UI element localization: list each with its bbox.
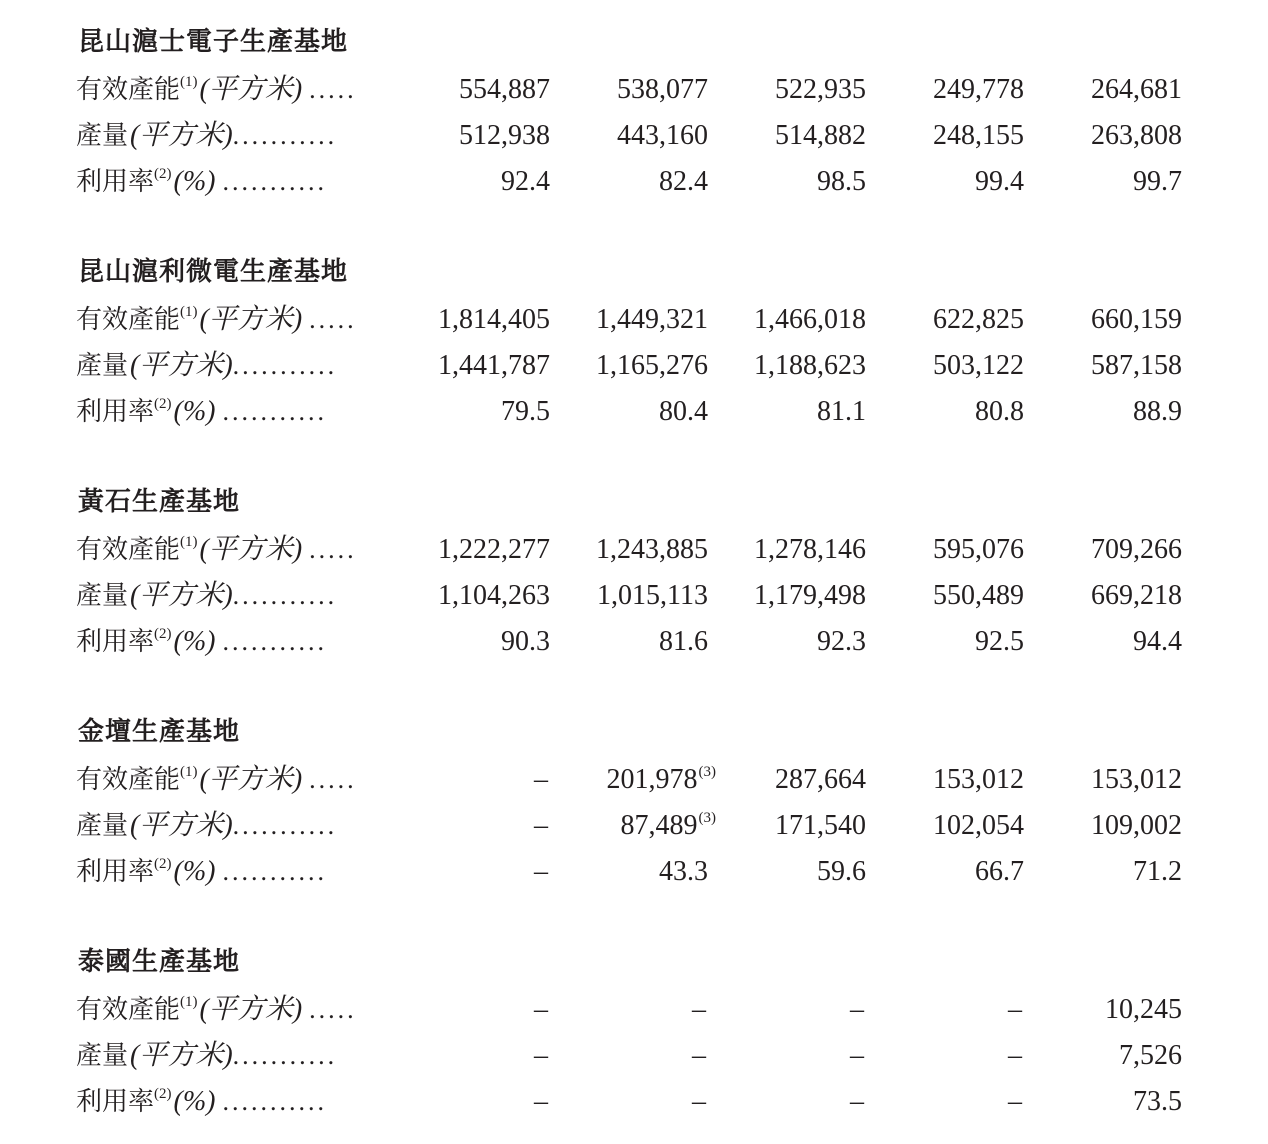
leader-dots: .....: [309, 535, 357, 564]
value-cell: 1,104,263: [438, 580, 550, 611]
leader-dots: ...........: [232, 1041, 338, 1070]
production-base-section: [0, 230, 1268, 427]
row-label: [76, 530, 396, 570]
value-cell: 522,935: [775, 74, 866, 105]
table-row: [0, 806, 1268, 846]
unit-label: (平方米): [199, 534, 303, 565]
row-label-text: 利用率: [76, 857, 155, 887]
unit-label: (平方米): [130, 350, 233, 381]
value-cell: 80.4: [659, 396, 708, 427]
row-label-text: 有效產能: [76, 995, 181, 1025]
row-label: [76, 392, 396, 432]
value-cell: 99.4: [975, 166, 1024, 197]
footnote-marker: (1): [180, 994, 198, 1010]
unit-label: (平方米): [199, 74, 303, 105]
value-cell: 587,158: [1091, 350, 1182, 381]
leader-dots: ...........: [232, 581, 338, 610]
footnote-marker: (2): [154, 856, 172, 872]
value-cell: 92.3: [817, 626, 866, 657]
value-cell: –: [534, 764, 548, 795]
value-cell: 595,076: [933, 534, 1024, 565]
row-label-text: 產量: [76, 1041, 129, 1071]
row-label-text: 利用率: [76, 397, 155, 427]
unit-label: (平方米): [130, 580, 233, 611]
value-cell: 92.5: [975, 626, 1024, 657]
value-cell: –: [692, 1086, 706, 1117]
value-cell: 1,165,276: [596, 350, 708, 381]
table-row: [0, 346, 1268, 386]
value-cell: 248,155: [933, 120, 1024, 151]
row-label: [76, 760, 396, 800]
table-row: [0, 392, 1268, 432]
leader-dots: ...........: [222, 627, 327, 656]
value-cell: –: [534, 856, 548, 887]
value-cell: 66.7: [975, 856, 1024, 887]
row-label-text: 利用率: [76, 167, 155, 197]
footnote-marker: (1): [180, 764, 198, 780]
value-cell: 153,012: [933, 764, 1024, 795]
value-cell: 94.4: [1133, 626, 1182, 657]
row-label-text: 產量: [76, 581, 129, 611]
value-cell: 443,160: [617, 120, 708, 151]
row-label: [76, 1082, 396, 1122]
value-cell: 660,159: [1091, 304, 1182, 335]
value-cell: 287,664: [775, 764, 866, 795]
footnote-marker: (1): [180, 304, 198, 320]
value-cell: 503,122: [933, 350, 1024, 381]
value-cell: 79.5: [501, 396, 550, 427]
value-cell: 88.9: [1133, 396, 1182, 427]
value-cell: –: [850, 1040, 864, 1071]
value-cell: 1,015,113: [597, 580, 708, 611]
table-row: [0, 300, 1268, 340]
value-cell: 171,540: [775, 810, 866, 841]
unit-label: (%): [173, 626, 216, 657]
table-row: [0, 852, 1268, 892]
value-cell: 512,938: [459, 120, 550, 151]
leader-dots: ...........: [222, 167, 327, 196]
row-label: [76, 576, 396, 616]
value-cell: 669,218: [1091, 580, 1182, 611]
value-cell: 81.1: [817, 396, 866, 427]
value-cell: 550,489: [933, 580, 1024, 611]
value-cell: 81.6: [659, 626, 708, 657]
row-label-text: 有效產能: [76, 535, 181, 565]
value-cell: 514,882: [775, 120, 866, 151]
footnote-marker: (3): [698, 810, 716, 826]
value-cell: 554,887: [459, 74, 550, 105]
footnote-marker: (2): [154, 1086, 172, 1102]
leader-dots: ...........: [222, 397, 327, 426]
row-label-text: 利用率: [76, 1087, 155, 1117]
value-cell: –: [1008, 1086, 1022, 1117]
row-label-text: 產量: [76, 121, 129, 151]
row-label: [76, 852, 396, 892]
table-row: [0, 990, 1268, 1030]
value-cell: 1,222,277: [438, 534, 550, 565]
row-label: [76, 116, 396, 156]
value-cell: 1,243,885: [596, 534, 708, 565]
unit-label: (%): [173, 856, 216, 887]
value-cell: 73.5: [1133, 1086, 1182, 1117]
section-title: 昆山滬利微電生產基地: [78, 257, 349, 287]
value-cell: 87,489$^{(3)}$: [620, 810, 716, 841]
row-label: [76, 70, 396, 110]
unit-label: (平方米): [199, 994, 303, 1025]
value-cell: 1,466,018: [754, 304, 866, 335]
value-cell: –: [1008, 994, 1022, 1025]
row-label: [76, 162, 396, 202]
value-cell: 82.4: [659, 166, 708, 197]
table-row: [0, 576, 1268, 616]
unit-label: (平方米): [199, 304, 303, 335]
unit-label: (平方米): [199, 764, 303, 795]
row-label-text: 產量: [76, 351, 129, 381]
value-cell: 92.4: [501, 166, 550, 197]
footnote-marker: (2): [154, 396, 172, 412]
production-base-section: [0, 460, 1268, 657]
table-row: [0, 622, 1268, 662]
row-label-text: 產量: [76, 811, 129, 841]
value-cell: 7,526: [1119, 1040, 1182, 1071]
value-cell: 43.3: [659, 856, 708, 887]
value-cell: –: [534, 810, 548, 841]
table-row: [0, 162, 1268, 202]
value-cell: 98.5: [817, 166, 866, 197]
row-label-text: 有效產能: [76, 305, 181, 335]
leader-dots: .....: [309, 765, 357, 794]
table-row: [0, 760, 1268, 800]
unit-label: (平方米): [130, 1040, 233, 1071]
section-title: 泰國生產基地: [78, 947, 241, 977]
footnote-marker: (3): [698, 764, 716, 780]
unit-label: (%): [173, 1086, 216, 1117]
leader-dots: .....: [309, 305, 357, 334]
production-base-section: [0, 920, 1268, 1117]
value-cell: –: [1008, 1040, 1022, 1071]
table-row: [0, 116, 1268, 156]
value-cell: 109,002: [1091, 810, 1182, 841]
section-title: 黃石生產基地: [78, 487, 241, 517]
value-cell: 1,449,321: [596, 304, 708, 335]
leader-dots: ...........: [232, 351, 338, 380]
footnote-marker: (2): [154, 626, 172, 642]
value-cell: 153,012: [1091, 764, 1182, 795]
value-cell: 263,808: [1091, 120, 1182, 151]
row-label-text: 有效產能: [76, 75, 181, 105]
value-cell: 1,188,623: [754, 350, 866, 381]
row-label: [76, 346, 396, 386]
value-cell: 1,179,498: [754, 580, 866, 611]
unit-label: (%): [173, 166, 216, 197]
row-label-text: 有效產能: [76, 765, 181, 795]
value-cell: 80.8: [975, 396, 1024, 427]
value-cell: –: [534, 1040, 548, 1071]
value-cell: 10,245: [1105, 994, 1182, 1025]
leader-dots: ...........: [232, 811, 338, 840]
value-cell: –: [850, 994, 864, 1025]
value-cell: –: [692, 994, 706, 1025]
leader-dots: .....: [309, 75, 357, 104]
value-cell: –: [534, 994, 548, 1025]
value-cell: 622,825: [933, 304, 1024, 335]
value-cell: 71.2: [1133, 856, 1182, 887]
value-cell: 538,077: [617, 74, 708, 105]
value-cell: 201,978$^{(3)}$: [606, 764, 716, 795]
table-row: [0, 70, 1268, 110]
section-title: 昆山滬士電子生產基地: [78, 27, 349, 57]
footnote-marker: (1): [180, 74, 198, 90]
value-cell: 90.3: [501, 626, 550, 657]
row-label: [76, 1036, 396, 1076]
value-cell: –: [850, 1086, 864, 1117]
leader-dots: ...........: [222, 1087, 327, 1116]
table-row: [0, 1036, 1268, 1076]
value-cell: 249,778: [933, 74, 1024, 105]
row-label-text: 利用率: [76, 627, 155, 657]
unit-label: (平方米): [130, 120, 233, 151]
value-cell: 102,054: [933, 810, 1024, 841]
production-base-section: [0, 690, 1268, 887]
value-cell: 1,441,787: [438, 350, 550, 381]
leader-dots: .....: [309, 995, 357, 1024]
row-label: [76, 990, 396, 1030]
leader-dots: ...........: [232, 121, 338, 150]
row-label: [76, 806, 396, 846]
row-label: [76, 622, 396, 662]
unit-label: (%): [173, 396, 216, 427]
leader-dots: ...........: [222, 857, 327, 886]
table-row: [0, 1082, 1268, 1122]
value-cell: –: [534, 1086, 548, 1117]
footnote-marker: (2): [154, 166, 172, 182]
unit-label: (平方米): [130, 810, 233, 841]
value-cell: 1,278,146: [754, 534, 866, 565]
value-cell: 59.6: [817, 856, 866, 887]
footnote-marker: (1): [180, 534, 198, 550]
value-cell: 99.7: [1133, 166, 1182, 197]
value-cell: 264,681: [1091, 74, 1182, 105]
value-cell: 1,814,405: [438, 304, 550, 335]
value-cell: 709,266: [1091, 534, 1182, 565]
value-cell: –: [692, 1040, 706, 1071]
table-row: [0, 530, 1268, 570]
row-label: [76, 300, 396, 340]
section-title: 金壇生產基地: [78, 717, 241, 747]
production-base-section: [0, 0, 1268, 197]
